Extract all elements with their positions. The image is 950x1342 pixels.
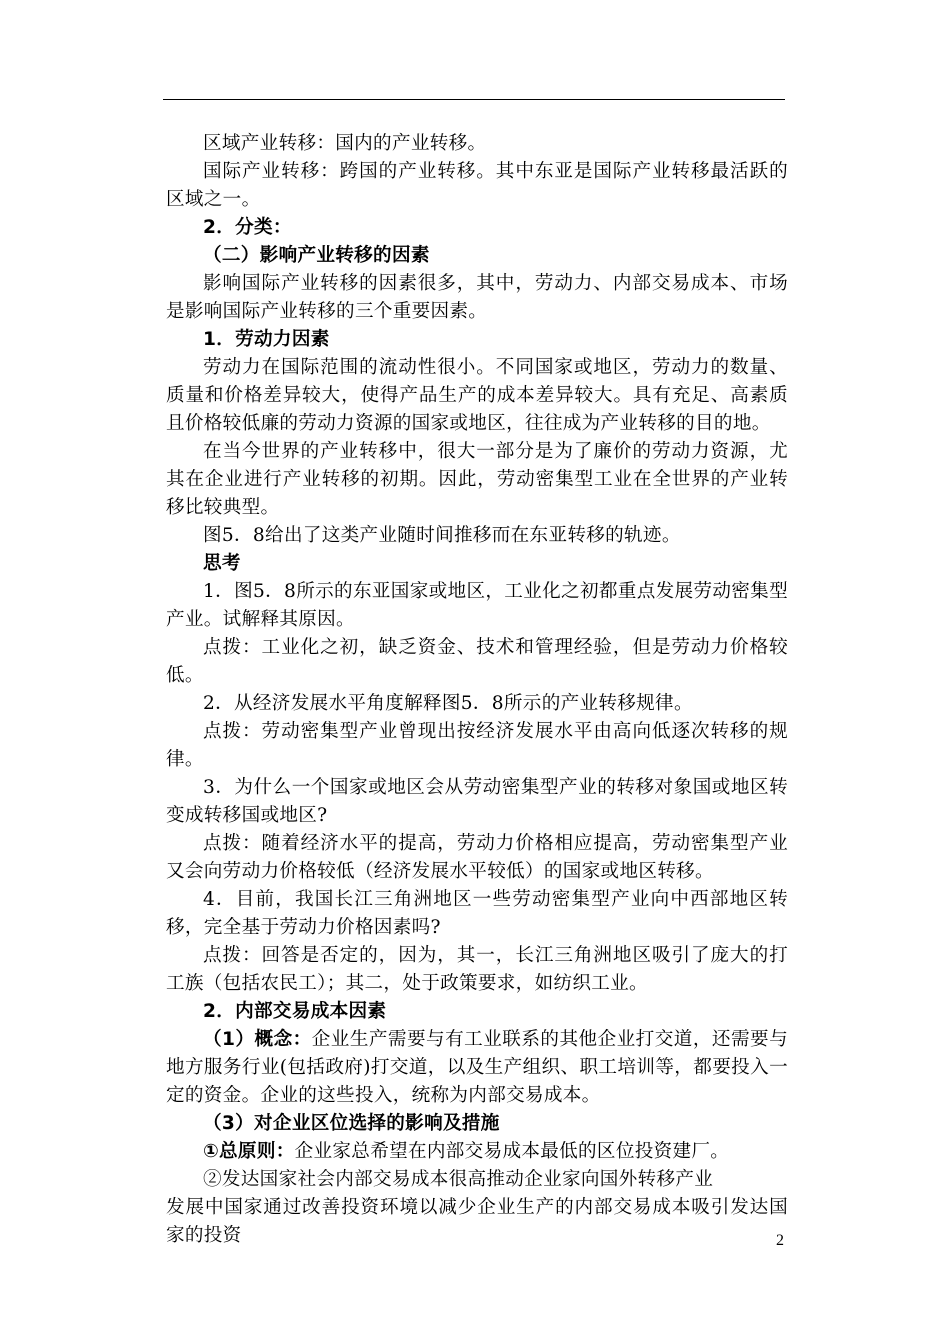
paragraph: 点拨：工业化之初，缺乏资金、技术和管理经验，但是劳动力价格较低。: [166, 637, 788, 686]
page-number: 2: [776, 1232, 784, 1249]
heading: 2．内部交易成本因素: [203, 1001, 387, 1022]
concept-label: （1）概念：: [203, 1029, 312, 1050]
principle-label: ①总原则：: [203, 1141, 295, 1162]
heading: 1．劳动力因素: [203, 329, 330, 350]
heading: （二）影响产业转移的因素: [203, 245, 430, 266]
header-rule: [163, 99, 785, 100]
paragraph: 区域产业转移：国内的产业转移。: [203, 133, 487, 154]
principle-text: 企业家总希望在内部交易成本最低的区位投资建厂。: [294, 1141, 730, 1162]
principle-paragraph: [166, 1138, 788, 1166]
paragraph: 劳动力在国际范围的流动性很小。不同国家或地区，劳动力的数量、质量和价格差异较大，使得产品生产的成本差异较大。具有充足、高素质且价格较低廉的劳动力资源的国家或地区，往往成为产业转移的目的地。: [166, 357, 788, 434]
paragraph: 国际产业转移：跨国的产业转移。其中东亚是国际产业转移最活跃的区域之一。: [166, 161, 788, 210]
paragraph: 2．从经济发展水平角度解释图5．8所示的产业转移规律。: [203, 693, 693, 714]
paragraph: 图5．8给出了这类产业随时间推移而在东亚转移的轨迹。: [203, 525, 681, 546]
section3-heading: （3）对企业区位选择的影响及措施: [203, 1113, 500, 1134]
developing-paragraph: 发展中国家通过改善投资环境以减少企业生产的内部交易成本吸引发达国家的投资: [166, 1197, 788, 1246]
concept-paragraph: [166, 1026, 788, 1110]
paragraph: 影响国际产业转移的因素很多，其中，劳动力、内部交易成本、市场是影响国际产业转移的三个重要因素。: [166, 273, 788, 322]
paragraph: 点拨：劳动密集型产业曾现出按经济发展水平由高向低逐次转移的规律。: [166, 721, 788, 770]
concept-text: 企业生产需要与有工业联系的其他企业打交道，还需要与地方服务行业(包括政府)打交道，以及生产组织、职工培训等，都要投入一定的资金。企业的这些投入，统称为内部交易成本。: [166, 1029, 788, 1106]
heading: 思考: [203, 553, 241, 574]
heading: 2．分类：: [203, 217, 292, 238]
paragraph: 4．目前，我国长江三角洲地区一些劳动密集型产业向中西部地区转移，完全基于劳动力价格因素吗?: [166, 889, 788, 938]
paragraph: 1．图5．8所示的东亚国家或地区，工业化之初都重点发展劳动密集型产业。试解释其原因。: [166, 581, 788, 630]
paragraph: 3．为什么一个国家或地区会从劳动密集型产业的转移对象国或地区转变成转移国或地区?: [166, 777, 788, 826]
point2-paragraph: ②发达国家社会内部交易成本很高推动企业家向国外转移产业: [203, 1169, 714, 1190]
document-body: [166, 130, 788, 1250]
paragraph: 在当今世界的产业转移中，很大一部分是为了廉价的劳动力资源，尤其在企业进行产业转移的初期。因此，劳动密集型工业在全世界的产业转移比较典型。: [166, 441, 788, 518]
paragraph: 点拨：回答是否定的，因为，其一，长江三角洲地区吸引了庞大的打工族（包括农民工）；其二，处于政策要求，如纺织工业。: [166, 945, 788, 994]
paragraph: 点拨：随着经济水平的提高，劳动力价格相应提高，劳动密集型产业又会向劳动力价格较低（经济发展水平较低）的国家或地区转移。: [166, 833, 788, 882]
